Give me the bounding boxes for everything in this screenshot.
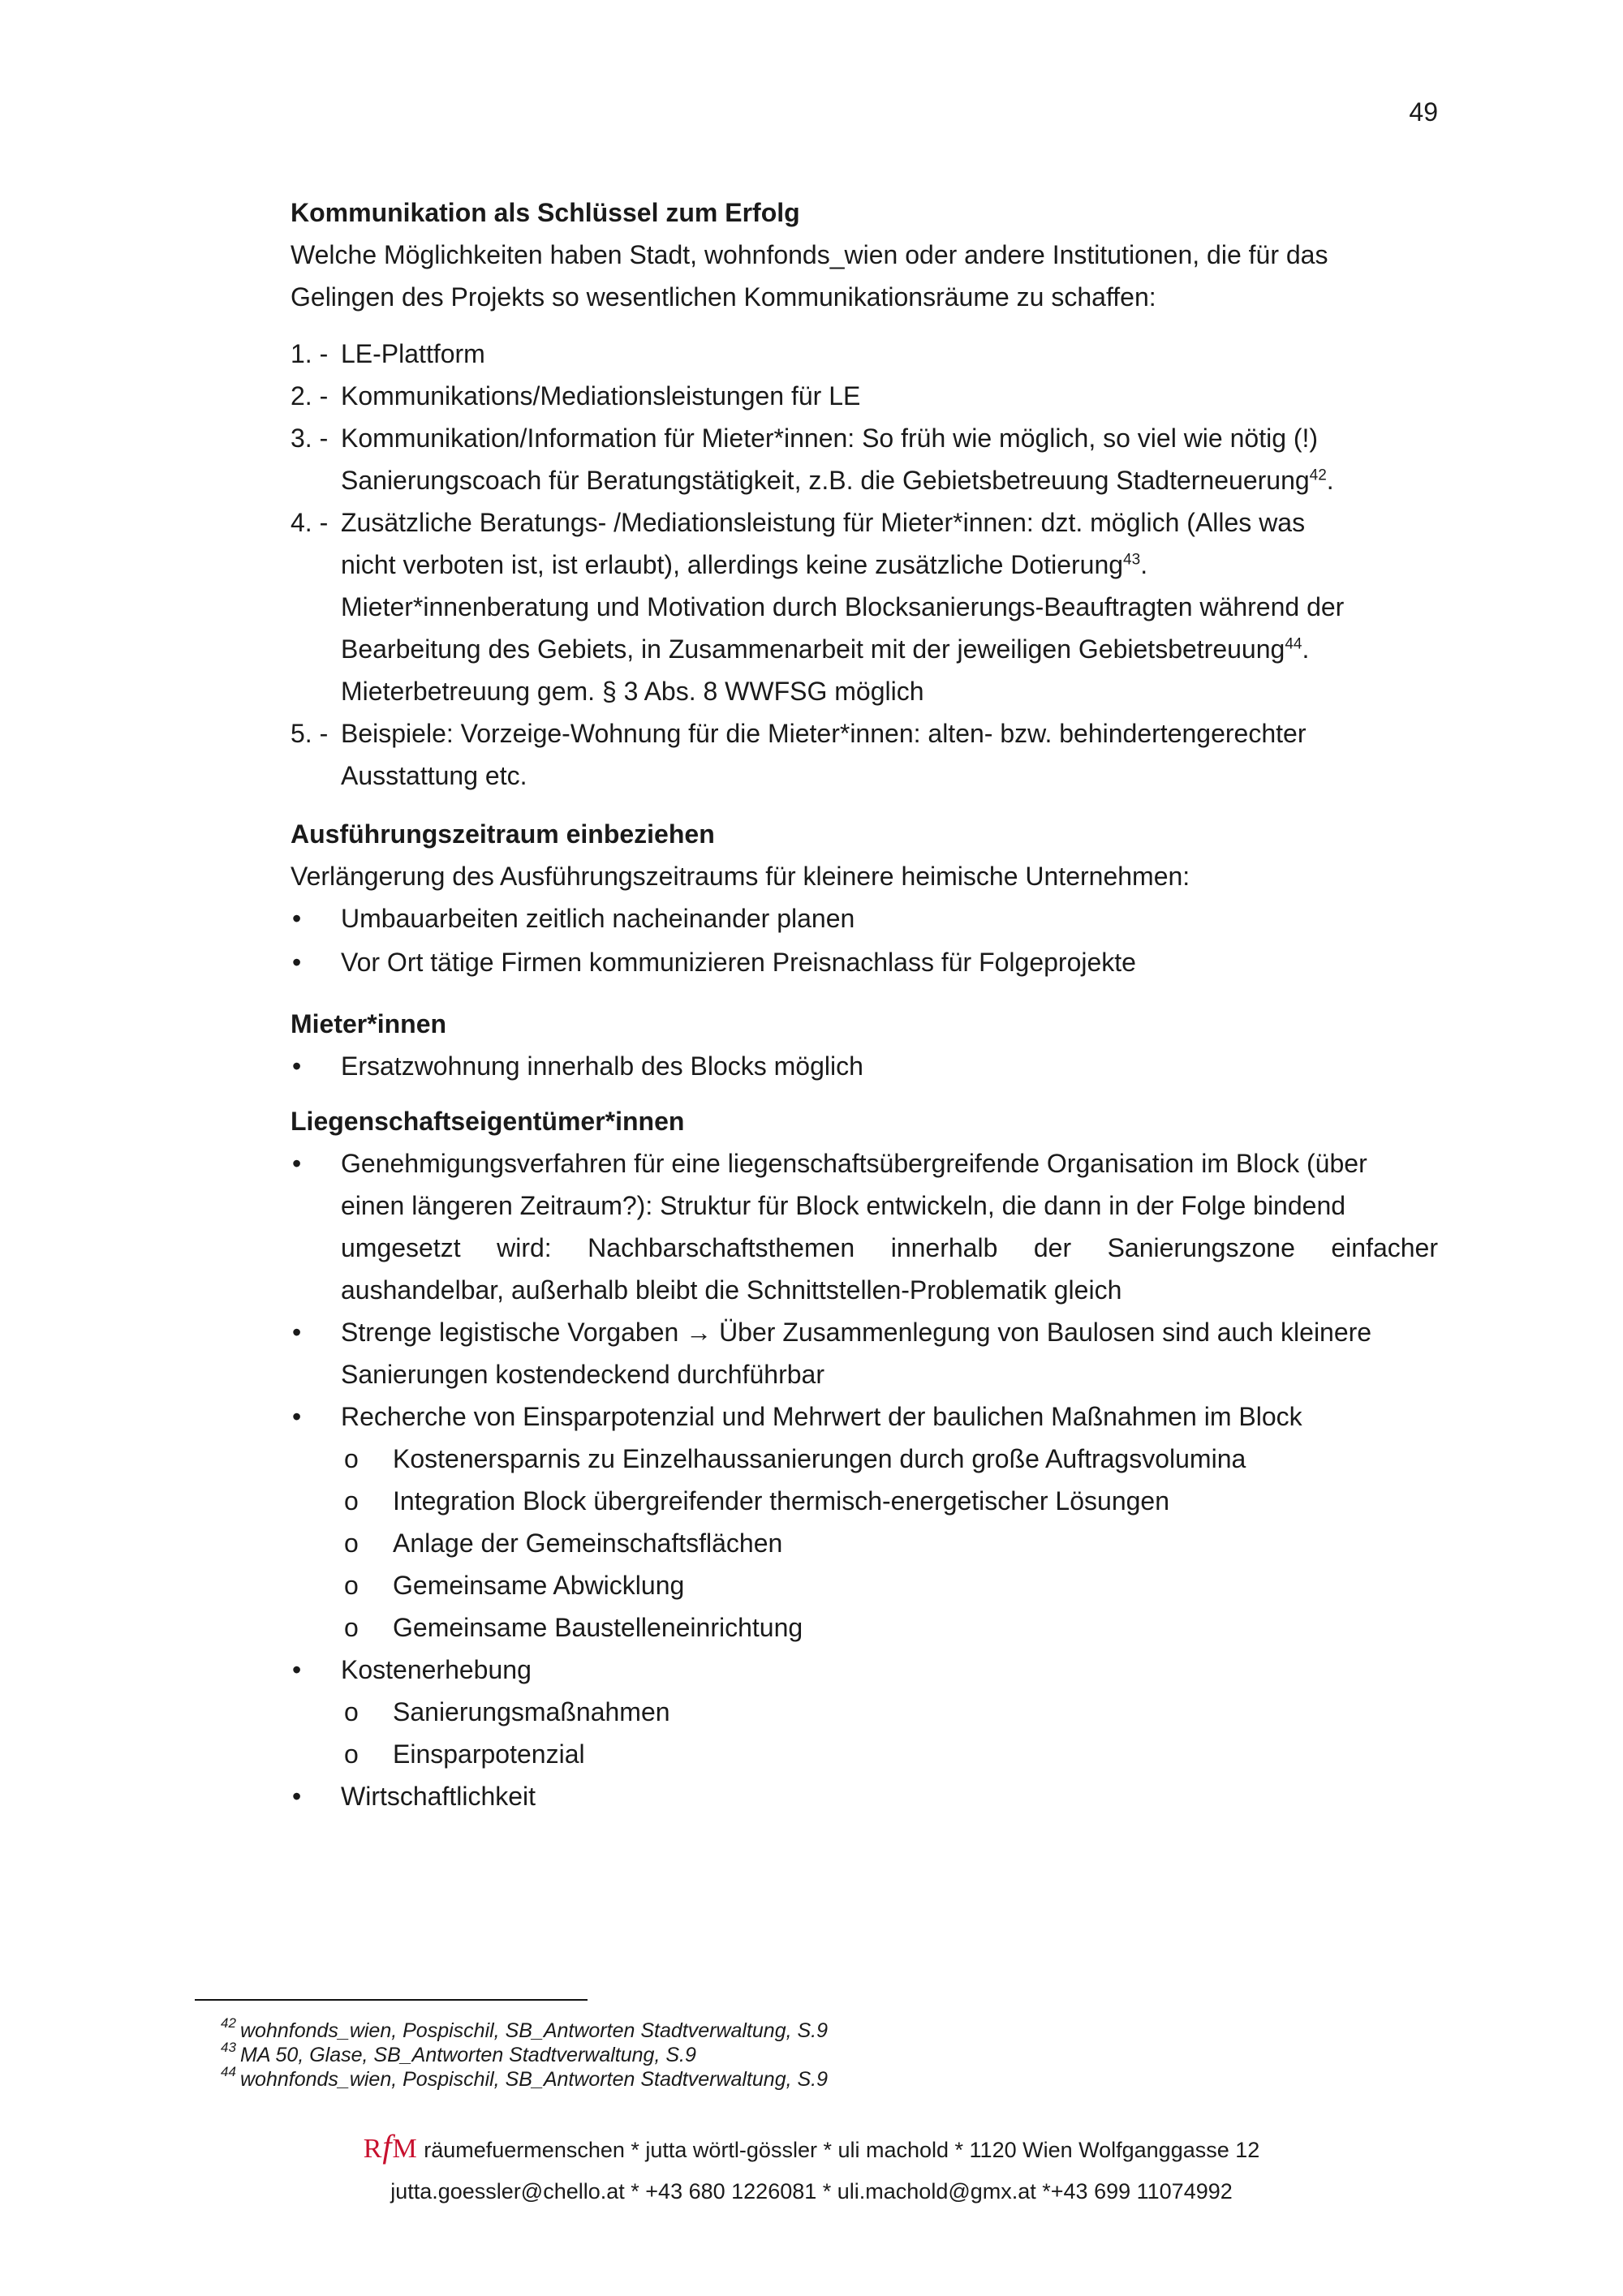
item-text: Gemeinsame Baustelleneinrichtung	[393, 1613, 803, 1642]
list-item	[291, 333, 1438, 375]
list-item	[291, 375, 1438, 417]
footnote-ref[interactable]: 44	[1285, 635, 1302, 653]
footnote: 43 MA 50, Glase, SB_Antworten Stadtverwaltung, S.9	[221, 2040, 696, 2066]
sub-list-item	[341, 1606, 1438, 1649]
item-text: Sanierungsmaßnahmen	[393, 1697, 670, 1726]
item-text: Sanierungen kostendeckend durchführbar	[341, 1360, 824, 1389]
footnote: 44 wohnfonds_wien, Pospischil, SB_Antworten Stadtverwaltung, S.9	[221, 2064, 829, 2091]
item-text: Integration Block übergreifender thermisch-energetischer Lösungen	[393, 1486, 1169, 1516]
circle-bullet-icon: o	[344, 1444, 359, 1473]
item-text: Sanierungscoach für Beratungstätigkeit, z.B. die Gebietsbetreuung Stadterneuerung	[341, 466, 1310, 495]
footnote-text: wohnfonds_wien, Pospischil, SB_Antworten Stadtverwaltung, S.9	[240, 2068, 829, 2091]
item-text-line	[341, 628, 1438, 670]
sub-list-item	[341, 1564, 1438, 1606]
punct: .	[1326, 466, 1334, 495]
footnote-separator	[195, 1999, 588, 2001]
logo-letter: M	[392, 2134, 418, 2164]
footnote-ref[interactable]: 43	[1123, 551, 1141, 569]
list-item	[291, 501, 1438, 712]
footer-address	[0, 2127, 1623, 2165]
item-text: Kostenerhebung	[341, 1655, 532, 1684]
item-text: Anlage der Gemeinschaftsflächen	[393, 1529, 783, 1558]
item-text: LE-Plattform	[341, 339, 485, 368]
item-text: Ausstattung etc.	[341, 761, 527, 790]
bullet-icon: •	[292, 904, 302, 933]
footnote-text: wohnfonds_wien, Pospischil, SB_Antworten Stadtverwaltung, S.9	[240, 2019, 829, 2042]
logo-letter: R	[363, 2134, 383, 2164]
item-text: Einsparpotenzial	[393, 1739, 585, 1769]
rfm-logo	[363, 2128, 418, 2165]
kommunikation-list	[291, 333, 1438, 797]
item-text: Vor Ort tätige Firmen kommunizieren Preisnachlass für Folgeprojekte	[341, 948, 1136, 977]
item-text: einen längeren Zeitraum?): Struktur für Block entwickeln, die dann in der Folge bindend	[341, 1191, 1346, 1220]
item-text: Mieterbetreuung gem. § 3 Abs. 8 WWFSG möglich	[341, 677, 924, 706]
page-number: 49	[1409, 97, 1438, 127]
punct: .	[1302, 634, 1310, 664]
circle-bullet-icon: o	[344, 1739, 359, 1769]
item-text: Genehmigungsverfahren für eine liegenschaftsübergreifende Organisation im Block (über	[341, 1149, 1367, 1178]
list-item	[291, 417, 1438, 501]
item-number: 5. -	[291, 719, 329, 748]
sub-list	[341, 1438, 1438, 1649]
list-item	[291, 941, 1438, 983]
item-text: Kommunikation/Information für Mieter*innen: So früh wie möglich, so viel wie nötig (!)	[341, 424, 1319, 453]
item-number: 3. -	[291, 424, 329, 453]
item-number: 2. -	[291, 381, 329, 411]
item-text-line	[341, 1311, 1438, 1353]
list-item	[291, 1045, 1438, 1087]
item-text: Umbauarbeiten zeitlich nacheinander planen	[341, 904, 855, 933]
list-item	[291, 1311, 1438, 1395]
mieter-list	[291, 1045, 1438, 1087]
item-text: Kommunikations/Mediationsleistungen für LE	[341, 381, 861, 411]
sub-list-item	[341, 1522, 1438, 1564]
footnote: 42 wohnfonds_wien, Pospischil, SB_Antworten Stadtverwaltung, S.9	[221, 2015, 829, 2042]
item-text: Mieter*innenberatung und Motivation durch Blocksanierungs-Beauftragten während der	[341, 592, 1345, 621]
item-text: aushandelbar, außerhalb bleibt die Schnittstellen-Problematik gleich	[341, 1275, 1122, 1305]
footer-contact: jutta.goessler@chello.at * +43 680 1226081 * uli.machold@gmx.at *+43 699 11074992	[390, 2179, 1233, 2204]
intro-line: Welche Möglichkeiten haben Stadt, wohnfonds_wien oder andere Institutionen, die für das	[291, 240, 1328, 269]
bullet-icon: •	[292, 1655, 302, 1684]
sub-list	[341, 1691, 1438, 1775]
sub-list-item	[341, 1733, 1438, 1775]
circle-bullet-icon: o	[344, 1571, 359, 1600]
intro-line: Gelingen des Projekts so wesentlichen Kommunikationsräume zu schaffen:	[291, 282, 1156, 312]
item-text: Strenge legistische Vorgaben	[341, 1318, 679, 1347]
footer-line: räumefuermenschen * jutta wörtl-gössler * uli machold * 1120 Wien Wolfganggasse 12	[424, 2138, 1260, 2162]
circle-bullet-icon: o	[344, 1529, 359, 1558]
footnotes	[221, 2015, 829, 2092]
heading-liegenschaftseigentuemer: Liegenschaftseigentümer*innen	[291, 1107, 685, 1136]
circle-bullet-icon: o	[344, 1613, 359, 1642]
circle-bullet-icon: o	[344, 1697, 359, 1726]
list-item	[291, 897, 1438, 939]
item-text: Gemeinsame Abwicklung	[393, 1571, 685, 1600]
list-item	[291, 1142, 1438, 1311]
item-text: Über Zusammenlegung von Baulosen sind auch kleinere	[719, 1318, 1372, 1347]
bullet-icon: •	[292, 1402, 302, 1431]
arrow-right-icon: →	[686, 1318, 712, 1347]
ausfuehrung-intro: Verlängerung des Ausführungszeitraums für kleinere heimische Unternehmen:	[291, 862, 1190, 891]
heading-kommunikation: Kommunikation als Schlüssel zum Erfolg	[291, 198, 800, 227]
item-text: Zusätzliche Beratungs- /Mediationsleistung für Mieter*innen: dzt. möglich (Alles was	[341, 508, 1306, 537]
list-item	[291, 712, 1438, 797]
main-content	[291, 191, 1438, 1817]
item-text: Recherche von Einsparpotenzial und Mehrwert der baulichen Maßnahmen im Block	[341, 1402, 1302, 1431]
sub-list-item	[341, 1691, 1438, 1733]
item-text: nicht verboten ist, ist erlaubt), allerdings keine zusätzliche Dotierung	[341, 550, 1124, 579]
list-item	[291, 1775, 1438, 1817]
list-item	[291, 1649, 1438, 1775]
item-text: Wirtschaftlichkeit	[341, 1782, 536, 1811]
logo-letter: f	[382, 2128, 393, 2165]
item-text-line	[341, 459, 1438, 501]
kommunikation-intro	[291, 234, 1438, 318]
list-item	[291, 1395, 1438, 1649]
item-text: Beispiele: Vorzeige-Wohnung für die Mieter*innen: alten- bzw. behindertengerechter	[341, 719, 1307, 748]
item-number: 4. -	[291, 508, 329, 537]
sub-list-item	[341, 1438, 1438, 1480]
bullet-icon: •	[292, 1318, 302, 1347]
bullet-icon: •	[292, 1149, 302, 1178]
ausfuehrung-list	[291, 897, 1438, 983]
footnote-text: MA 50, Glase, SB_Antworten Stadtverwaltung, S.9	[240, 2044, 696, 2066]
bullet-icon: •	[292, 1051, 302, 1081]
item-text: Ersatzwohnung innerhalb des Blocks möglich	[341, 1051, 863, 1081]
heading-mieter: Mieter*innen	[291, 1009, 447, 1038]
circle-bullet-icon: o	[344, 1486, 359, 1516]
punct: .	[1140, 550, 1148, 579]
item-text: Bearbeitung des Gebiets, in Zusammenarbeit mit der jeweiligen Gebietsbetreuung	[341, 634, 1285, 664]
heading-ausfuehrungszeitraum: Ausführungszeitraum einbeziehen	[291, 819, 715, 849]
sub-list-item	[341, 1480, 1438, 1522]
item-text-line	[341, 544, 1438, 586]
item-text: Kostenersparnis zu Einzelhaussanierungen durch große Auftragsvolumina	[393, 1444, 1246, 1473]
bullet-icon: •	[292, 948, 302, 977]
item-number: 1. -	[291, 339, 329, 368]
item-text: umgesetzt wird: Nachbarschaftsthemen innerhalb der Sanierungszone einfacher	[341, 1233, 1438, 1262]
footnote-ref[interactable]: 42	[1309, 467, 1327, 484]
eigentuemer-list	[291, 1142, 1438, 1817]
bullet-icon: •	[292, 1782, 302, 1811]
